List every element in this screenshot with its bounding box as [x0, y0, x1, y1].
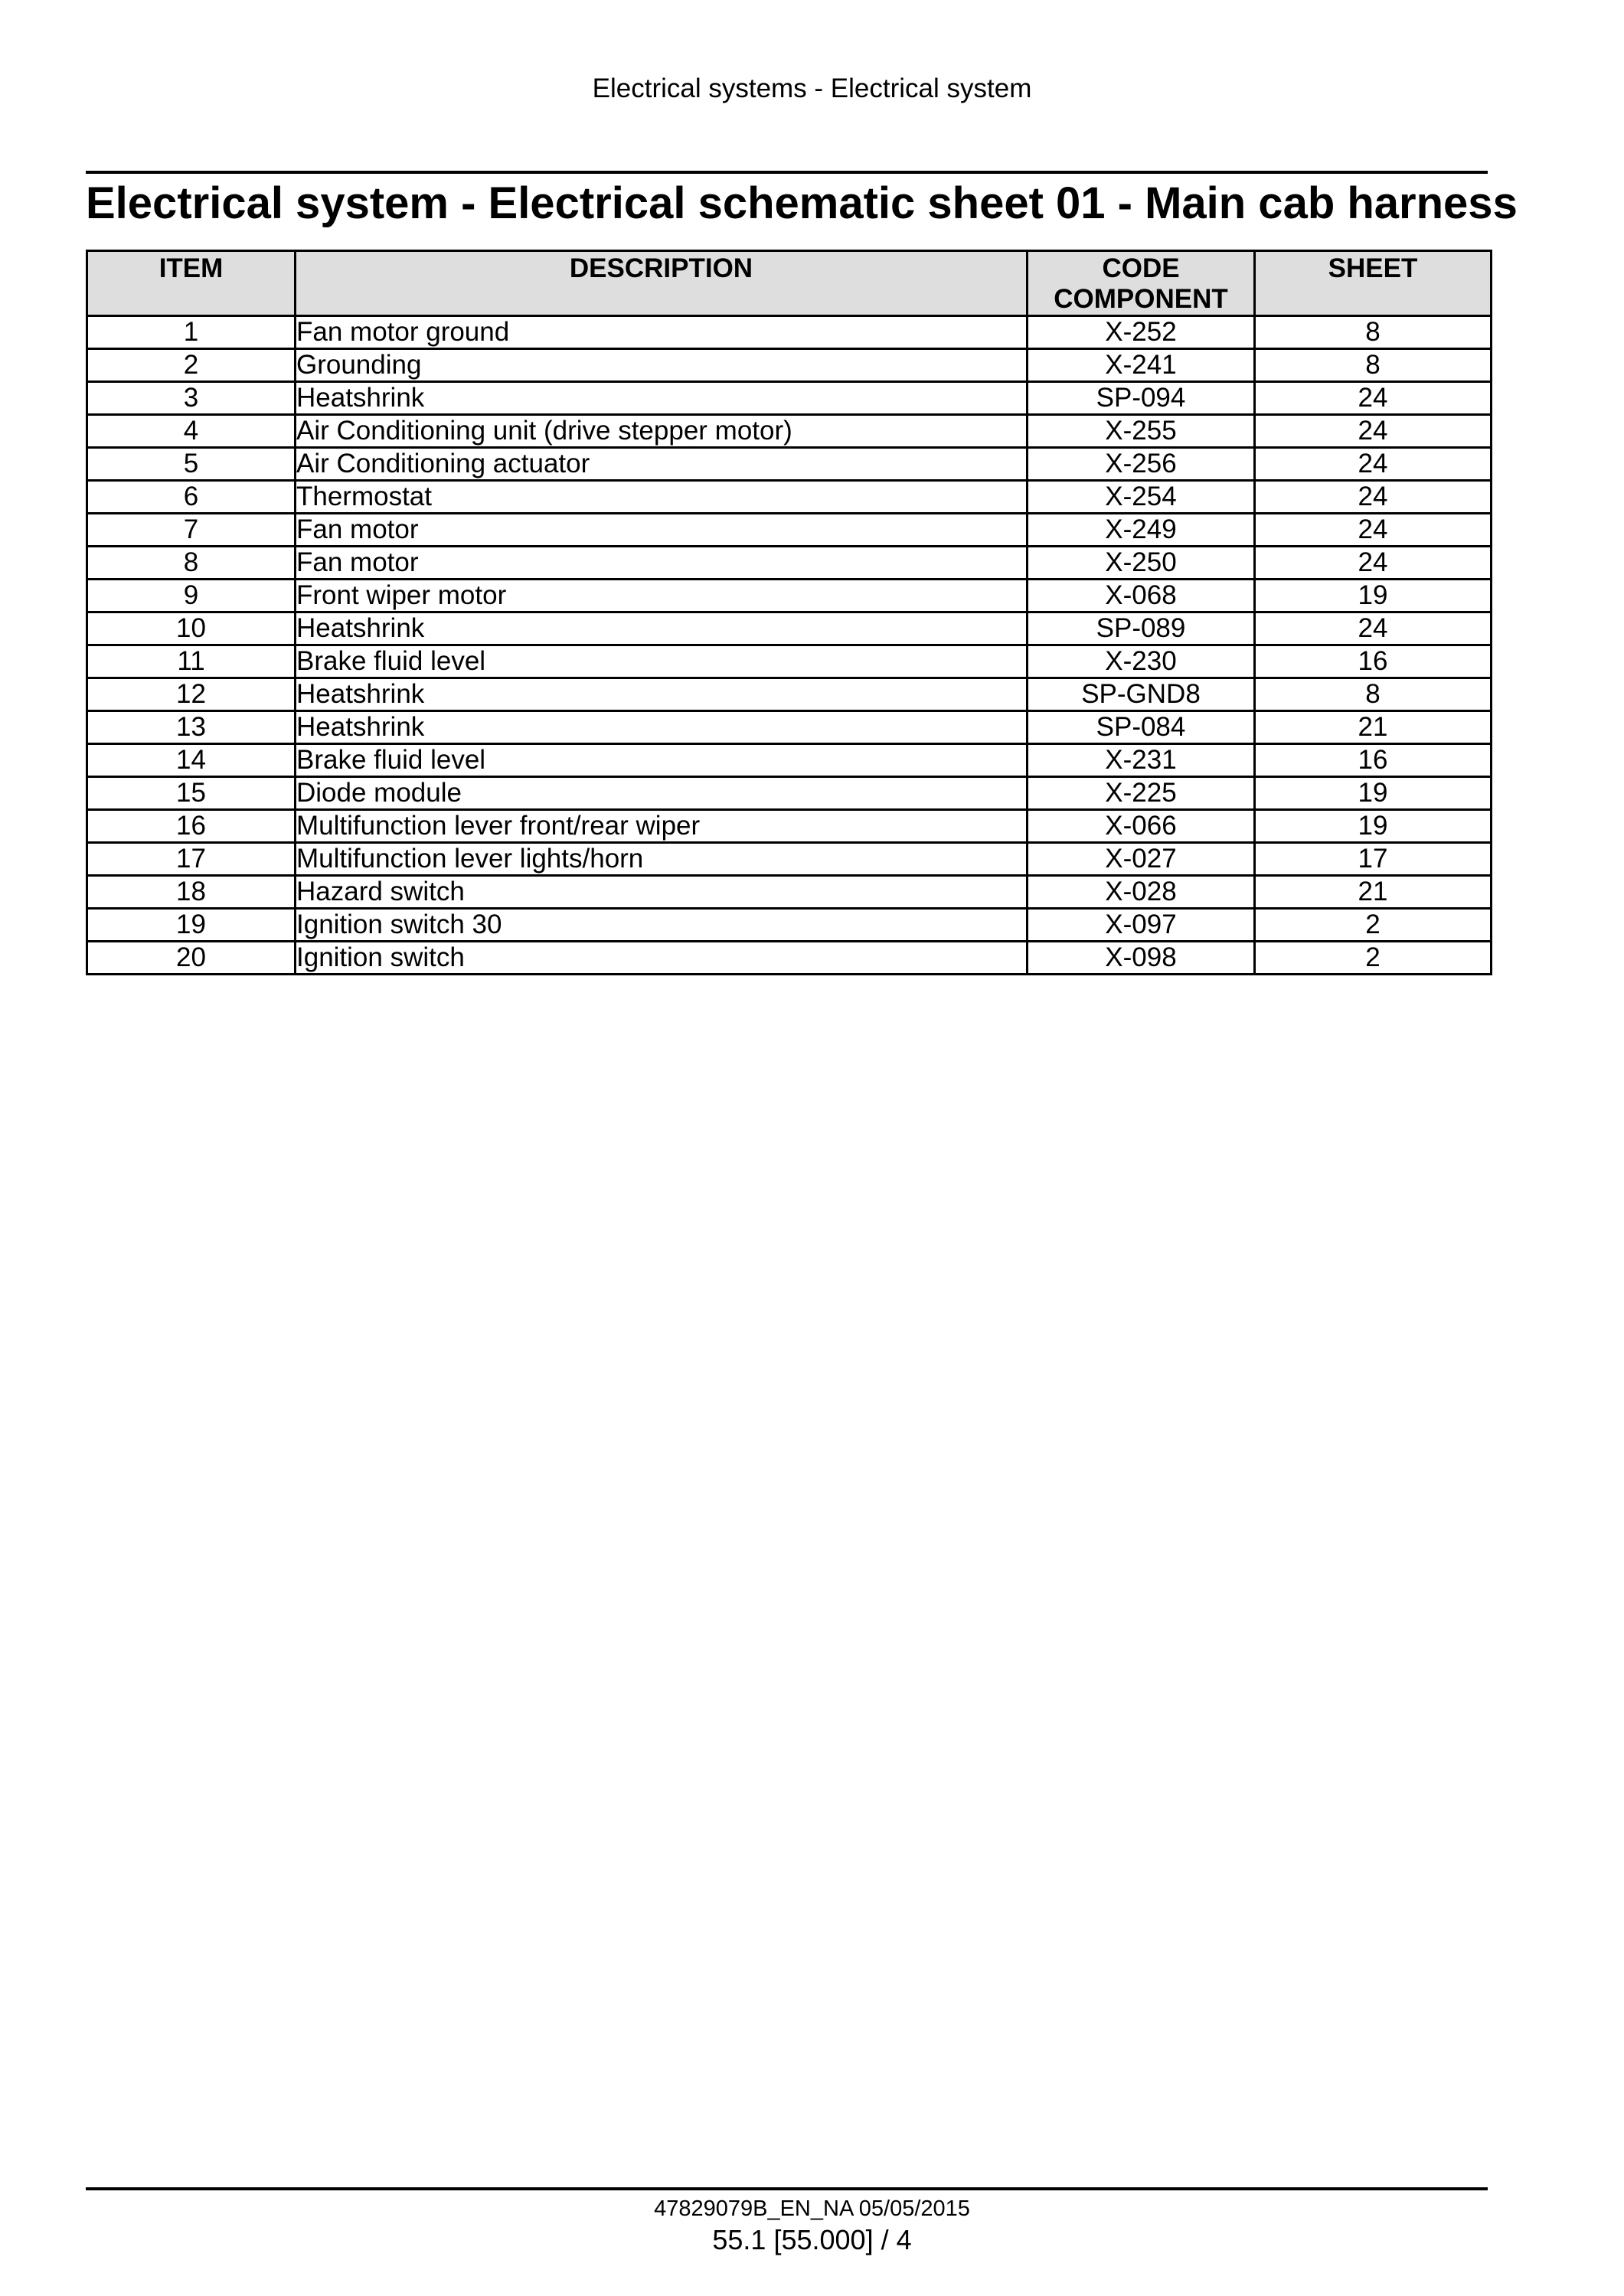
- header-sheet: SHEET: [1255, 251, 1492, 316]
- cell-description: Heatshrink: [296, 711, 1028, 744]
- cell-description: Heatshrink: [296, 382, 1028, 415]
- header-code-line1: CODE: [1102, 253, 1180, 283]
- cell-description: Multifunction lever lights/horn: [296, 843, 1028, 876]
- cell-item: 8: [87, 547, 296, 580]
- cell-description: Brake fluid level: [296, 744, 1028, 777]
- header-item: ITEM: [87, 251, 296, 316]
- table-row: [87, 876, 1492, 909]
- cell-sheet: 19: [1255, 580, 1492, 612]
- cell-sheet: 8: [1255, 316, 1492, 349]
- component-table: [86, 250, 1492, 975]
- cell-code: X-097: [1028, 909, 1255, 942]
- cell-description: Thermostat: [296, 481, 1028, 514]
- cell-code: X-255: [1028, 415, 1255, 448]
- table-row: [87, 678, 1492, 711]
- table-row: [87, 612, 1492, 645]
- cell-code: SP-089: [1028, 612, 1255, 645]
- cell-sheet: 24: [1255, 514, 1492, 547]
- cell-code: X-252: [1028, 316, 1255, 349]
- table-row: [87, 316, 1492, 349]
- cell-code: X-066: [1028, 810, 1255, 843]
- cell-sheet: 19: [1255, 777, 1492, 810]
- cell-item: 7: [87, 514, 296, 547]
- cell-code: X-231: [1028, 744, 1255, 777]
- cell-description: Fan motor: [296, 514, 1028, 547]
- cell-item: 19: [87, 909, 296, 942]
- cell-description: Heatshrink: [296, 678, 1028, 711]
- cell-sheet: 24: [1255, 481, 1492, 514]
- cell-description: Fan motor: [296, 547, 1028, 580]
- cell-code: X-068: [1028, 580, 1255, 612]
- cell-code: X-254: [1028, 481, 1255, 514]
- cell-item: 3: [87, 382, 296, 415]
- cell-code: X-241: [1028, 349, 1255, 382]
- cell-description: Air Conditioning unit (drive stepper motor): [296, 415, 1028, 448]
- cell-item: 6: [87, 481, 296, 514]
- footer-doc-id: 47829079B_EN_NA 05/05/2015: [654, 2196, 970, 2221]
- cell-sheet: 8: [1255, 678, 1492, 711]
- cell-sheet: 19: [1255, 810, 1492, 843]
- cell-description: Brake fluid level: [296, 645, 1028, 678]
- cell-code: SP-084: [1028, 711, 1255, 744]
- cell-sheet: 8: [1255, 349, 1492, 382]
- header-code-component: [1028, 251, 1255, 316]
- cell-description: Hazard switch: [296, 876, 1028, 909]
- cell-item: 14: [87, 744, 296, 777]
- cell-sheet: 21: [1255, 876, 1492, 909]
- header-code-line2: COMPONENT: [1054, 284, 1228, 314]
- top-divider: [86, 171, 1488, 174]
- table-row: [87, 645, 1492, 678]
- page-title: Electrical system - Electrical schematic sheet 01 - Main cab harness: [86, 178, 1518, 228]
- table-row: [87, 942, 1492, 975]
- table-row: [87, 777, 1492, 810]
- cell-sheet: 24: [1255, 382, 1492, 415]
- cell-description: Multifunction lever front/rear wiper: [296, 810, 1028, 843]
- table-row: [87, 843, 1492, 876]
- cell-code: X-250: [1028, 547, 1255, 580]
- cell-code: X-249: [1028, 514, 1255, 547]
- cell-sheet: 24: [1255, 448, 1492, 481]
- cell-code: SP-094: [1028, 382, 1255, 415]
- cell-sheet: 21: [1255, 711, 1492, 744]
- table-row: [87, 744, 1492, 777]
- cell-code: X-230: [1028, 645, 1255, 678]
- cell-code: X-027: [1028, 843, 1255, 876]
- cell-code: X-098: [1028, 942, 1255, 975]
- cell-item: 17: [87, 843, 296, 876]
- cell-item: 1: [87, 316, 296, 349]
- cell-item: 16: [87, 810, 296, 843]
- cell-sheet: 16: [1255, 744, 1492, 777]
- table-row: [87, 382, 1492, 415]
- header-description: DESCRIPTION: [296, 251, 1028, 316]
- table-row: [87, 349, 1492, 382]
- cell-item: 5: [87, 448, 296, 481]
- cell-sheet: 24: [1255, 612, 1492, 645]
- cell-item: 13: [87, 711, 296, 744]
- cell-description: Ignition switch: [296, 942, 1028, 975]
- cell-item: 11: [87, 645, 296, 678]
- cell-item: 15: [87, 777, 296, 810]
- cell-description: Grounding: [296, 349, 1028, 382]
- table-header-row: [87, 251, 1492, 316]
- cell-sheet: 24: [1255, 415, 1492, 448]
- table-row: [87, 514, 1492, 547]
- cell-sheet: 16: [1255, 645, 1492, 678]
- table-row: [87, 711, 1492, 744]
- table-row: [87, 909, 1492, 942]
- running-header: Electrical systems - Electrical system: [592, 73, 1032, 103]
- cell-item: 2: [87, 349, 296, 382]
- footer-page-ref: 55.1 [55.000] / 4: [712, 2224, 912, 2255]
- cell-item: 10: [87, 612, 296, 645]
- cell-item: 18: [87, 876, 296, 909]
- bottom-divider: [86, 2187, 1488, 2190]
- cell-code: X-028: [1028, 876, 1255, 909]
- cell-description: Heatshrink: [296, 612, 1028, 645]
- cell-description: Ignition switch 30: [296, 909, 1028, 942]
- cell-description: Air Conditioning actuator: [296, 448, 1028, 481]
- table-row: [87, 481, 1492, 514]
- cell-sheet: 17: [1255, 843, 1492, 876]
- table-row: [87, 448, 1492, 481]
- cell-code: X-256: [1028, 448, 1255, 481]
- cell-sheet: 2: [1255, 942, 1492, 975]
- cell-description: Fan motor ground: [296, 316, 1028, 349]
- cell-item: 12: [87, 678, 296, 711]
- cell-code: SP-GND8: [1028, 678, 1255, 711]
- cell-sheet: 24: [1255, 547, 1492, 580]
- cell-item: 9: [87, 580, 296, 612]
- cell-item: 4: [87, 415, 296, 448]
- table-row: [87, 810, 1492, 843]
- cell-description: Front wiper motor: [296, 580, 1028, 612]
- table-row: [87, 580, 1492, 612]
- cell-code: X-225: [1028, 777, 1255, 810]
- cell-sheet: 2: [1255, 909, 1492, 942]
- cell-description: Diode module: [296, 777, 1028, 810]
- cell-item: 20: [87, 942, 296, 975]
- table-row: [87, 415, 1492, 448]
- table-row: [87, 547, 1492, 580]
